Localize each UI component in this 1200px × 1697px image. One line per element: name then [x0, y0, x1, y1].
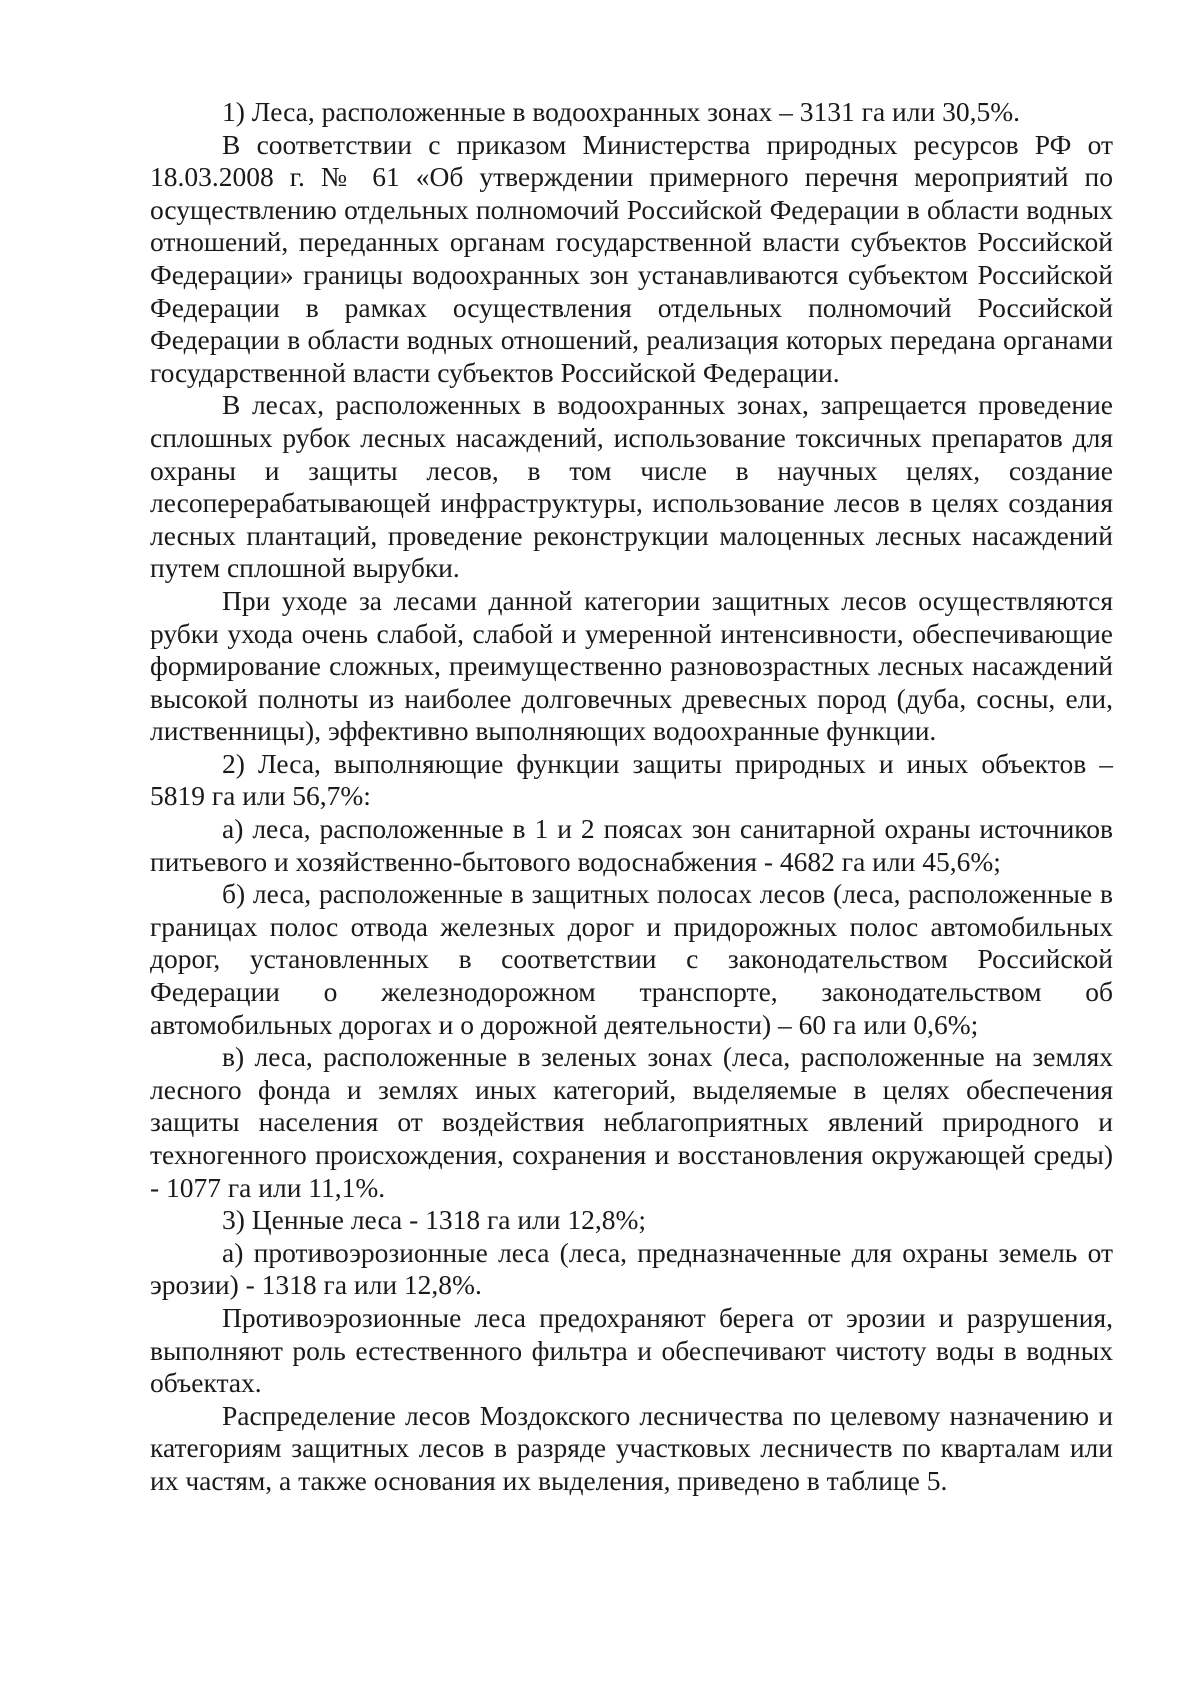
paragraph-sanitary-zones: а) леса, расположенные в 1 и 2 поясах зон санитарной охраны источников питьевого и хозяйственно-бытового водоснабжения - 4682 га или 45,6%; [150, 813, 1113, 877]
paragraph-prohibitions: В лесах, расположенных в водоохранных зонах, запрещается проведение сплошных рубок лесных насаждений, использование токсичных препаратов для охраны и защиты лесов, в том числе в научных целях, создание лесоперерабатывающей инфраструктуры, использование лесов в целях создания лесных плантаций, проведение реконструкции малоценных лесных насаждений путем сплошной вырубки. [150, 389, 1113, 584]
paragraph-distribution-table-ref: Распределение лесов Моздокского лесничества по целевому назначению и категориям защитных лесов в разряде участковых лесничеств по кварталам или их частям, а также основания их выделения, приведено в таблице 5. [150, 1399, 1113, 1496]
paragraph-water-protection-forests: 1) Леса, расположенные в водоохранных зонах – 3131 га или 30,5%. [222, 96, 1020, 127]
paragraph-green-zones: в) леса, расположенные в зеленых зонах (леса, расположенные на землях лесного фонда и землях иных категорий, выделяемые в целях обеспечения защиты населения от воздействия неблагоприятных явлений природного и техногенного происхождения, сохранения и восстановления окружающей среды) - 1077 га или 11,1%. [150, 1041, 1113, 1203]
document-body [150, 96, 1113, 1498]
paragraph-ministry-order: В соответствии с приказом Министерства природных ресурсов РФ от 18.03.2008 г. № 61 «Об утверждении примерного перечня мероприятий по осуществлению отдельных полномочий Российской Федерации в области водных отношений, переданных органам государственной власти субъектов Российской Федерации» границы водоохранных зон устанавливаются субъектом Российской Федерации в рамках осуществления отдельных полномочий Российской Федерации в области водных отношений, реализация которых передана органами государственной власти субъектов Российской Федерации. [150, 128, 1113, 388]
paragraph-protective-forests: 2) Леса, выполняющие функции защиты природных и иных объектов – 5819 га или 56,7%: [150, 747, 1113, 812]
paragraph-anti-erosion-function: Противоэрозионные леса предохраняют берега от эрозии и разрушения, выполняют роль естественного фильтра и обеспечивают чистоту воды в водных объектах. [150, 1301, 1113, 1399]
paragraph-forest-care: При уходе за лесами данной категории защитных лесов осуществляются рубки ухода очень слабой, слабой и умеренной интенсивности, обеспечивающие формирование сложных, преимущественно разновозрастных лесных насаждений высокой полноты из наиболее долговечных древесных пород (дуба, сосны, ели, лиственницы), эффективно выполняющих водоохранные функции. [150, 584, 1113, 747]
paragraph-protective-strips: б) леса, расположенные в защитных полосах лесов (леса, расположенные в границах полос отвода железных дорог и придорожных полос автомобильных дорог, установленных в соответствии с законодательством Российской Федерации о железнодорожном транспорте, законодательством об автомобильных дорогах и о дорожной деятельности) – 60 га или 0,6%; [150, 878, 1113, 1040]
paragraph-anti-erosion-forests: а) противоэрозионные леса (леса, предназначенные для охраны земель от эрозии) - 1318 га или 12,8%. [150, 1236, 1113, 1301]
paragraph-valuable-forests: 3) Ценные леса - 1318 га или 12,8%; [222, 1204, 647, 1236]
